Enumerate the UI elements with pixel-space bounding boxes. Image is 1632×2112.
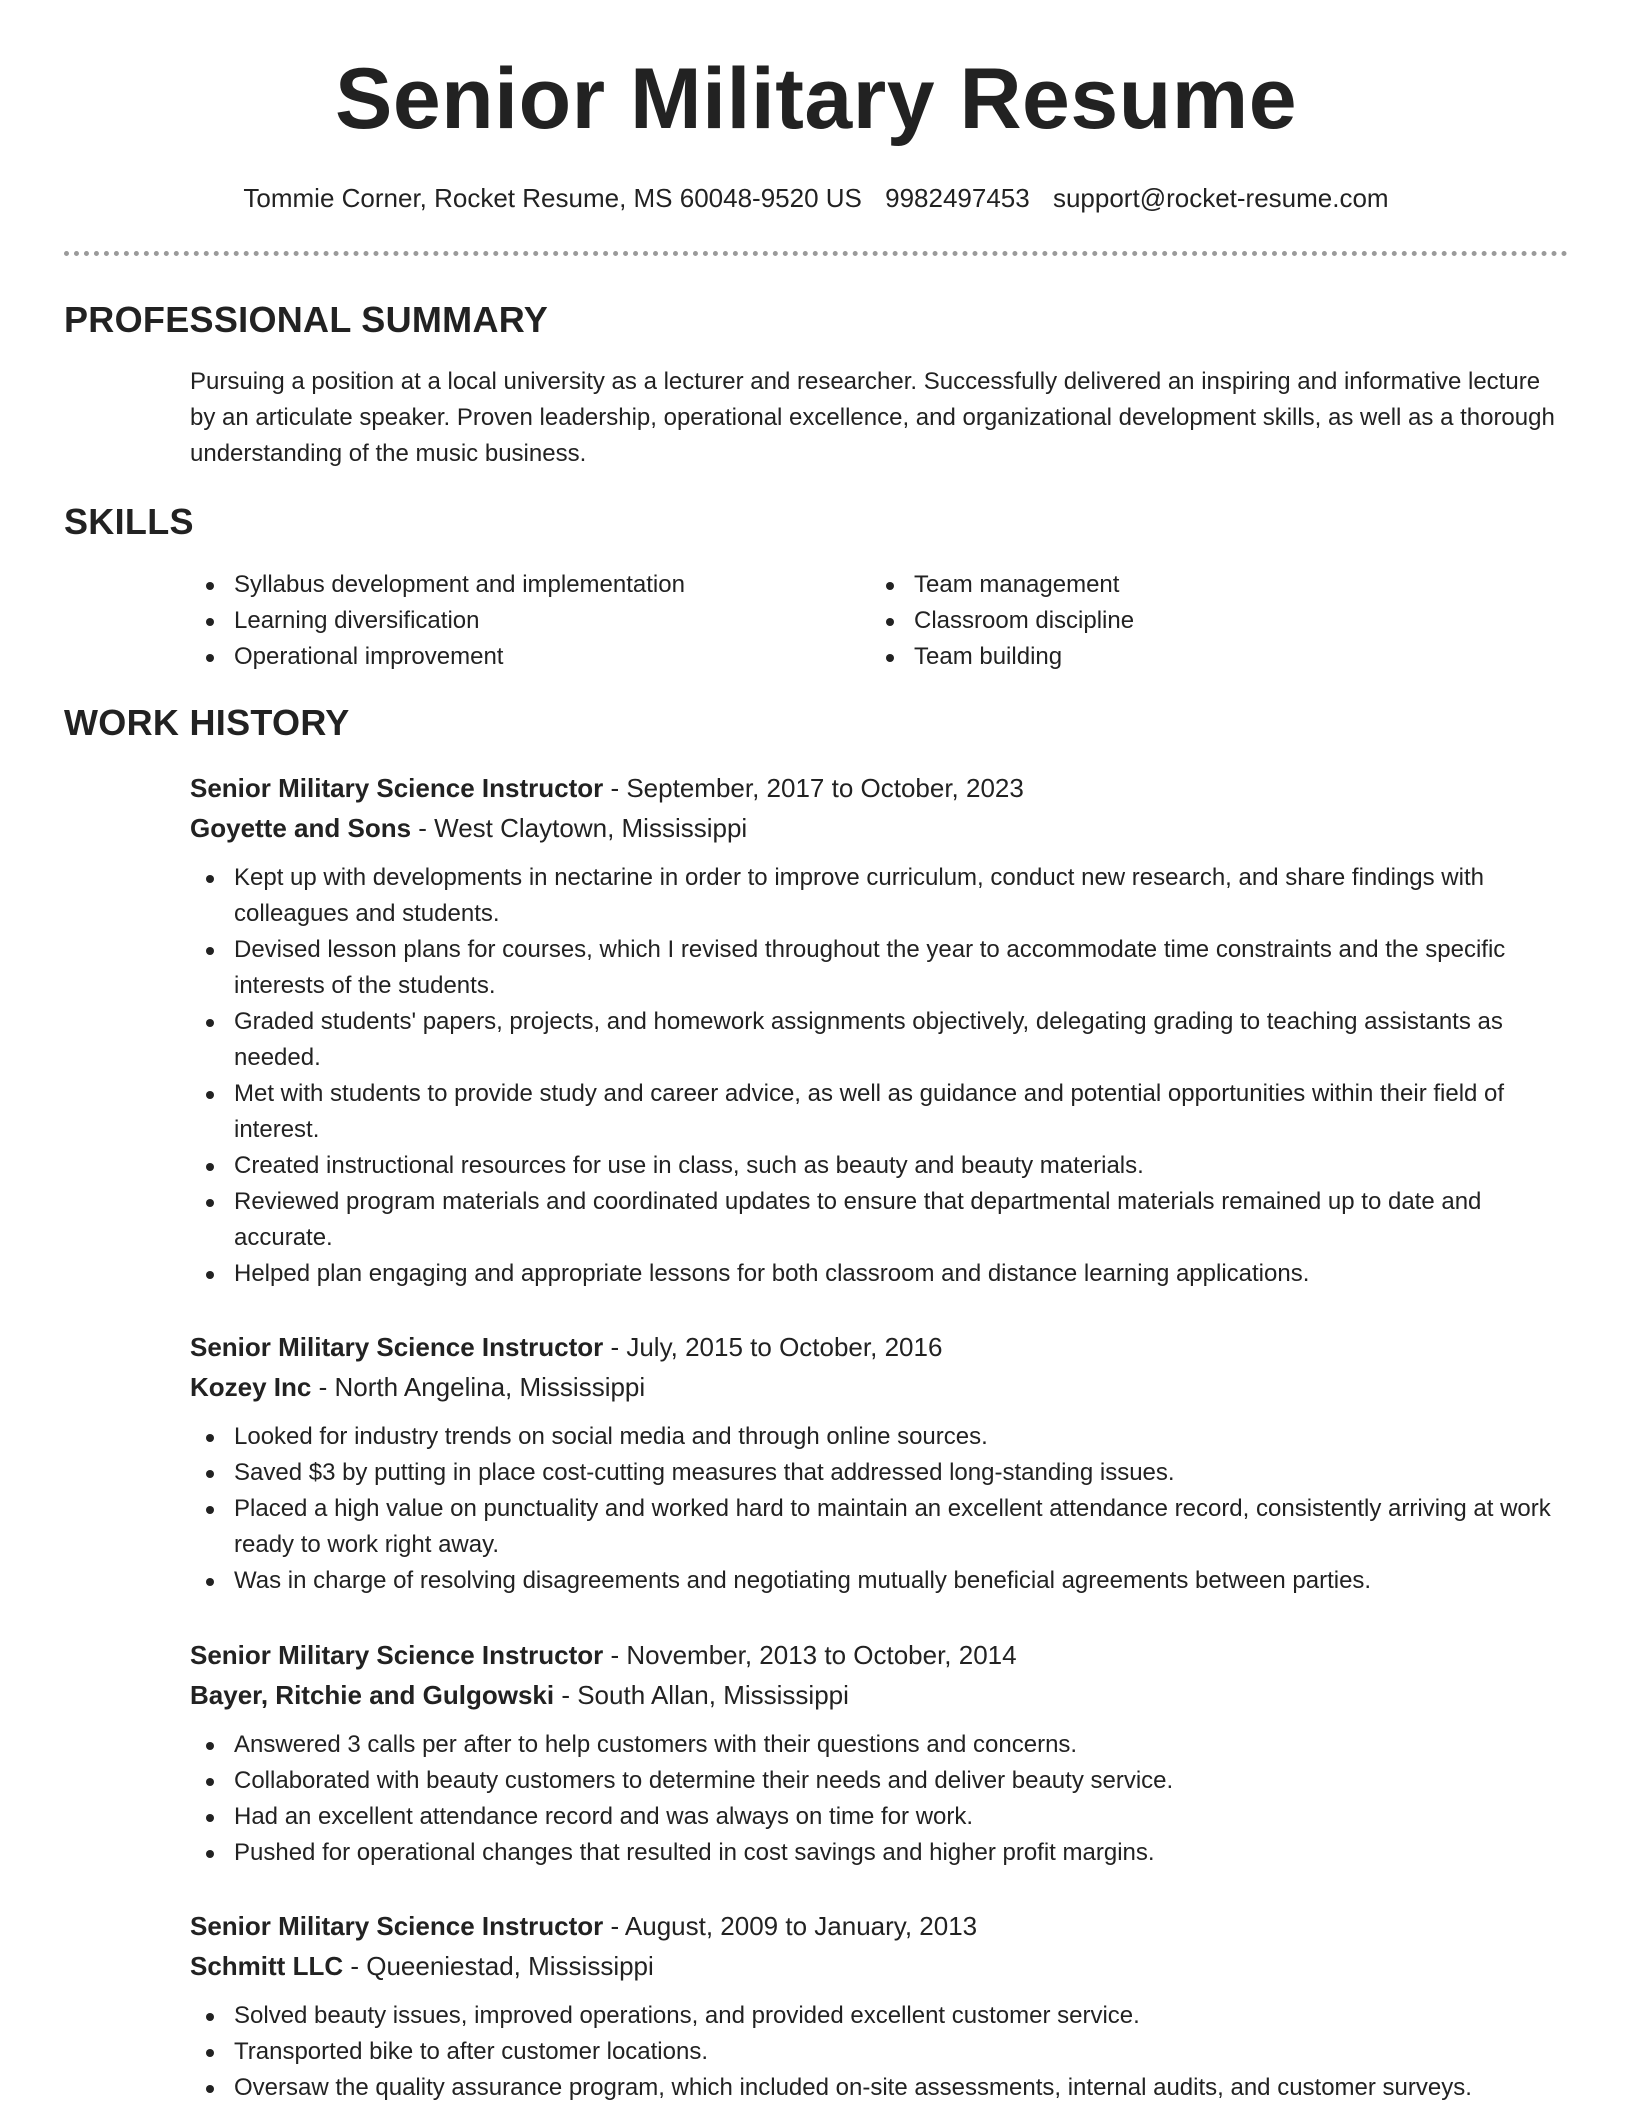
- contact-address: Tommie Corner, Rocket Resume, MS 60048-9520 US: [243, 183, 862, 213]
- job-company: Goyette and Sons: [190, 813, 412, 843]
- job-location: - Queeniestad, Mississippi: [343, 1951, 654, 1981]
- job-title-line: [190, 768, 1570, 808]
- job-bullet: Devised lesson plans for courses, which I revised throughout the year to accommodate time constraints and the specific interests of the students.: [190, 932, 1570, 1004]
- job-company-line: [190, 1367, 1570, 1407]
- summary-heading: PROFESSIONAL SUMMARY: [64, 299, 549, 340]
- job-bullet: Reviewed program materials and coordinated updates to ensure that departmental materials remained up to date and accurate.: [190, 1184, 1570, 1256]
- job-bullet: Solved beauty issues, improved operations, and provided excellent customer service.: [190, 1998, 1570, 2034]
- skill-item: Operational improvement: [190, 639, 870, 675]
- job-bullet: Oversaw the quality assurance program, which included on-site assessments, internal audits, and customer surveys.: [190, 2070, 1570, 2106]
- contact-email: support@rocket-resume.com: [1052, 183, 1389, 213]
- job-bullet: Created instructional resources for use in class, such as beauty and beauty materials.: [190, 1148, 1570, 1184]
- job-dates: - September, 2017 to October, 2023: [603, 773, 1024, 803]
- job-company-line: [190, 1675, 1570, 1715]
- skill-item: Classroom discipline: [870, 603, 1550, 639]
- skills-heading: SKILLS: [64, 501, 194, 542]
- job-title: Senior Military Science Instructor: [190, 773, 604, 803]
- contact-line: [0, 182, 1632, 216]
- job-title: Senior Military Science Instructor: [190, 1640, 604, 1670]
- job-company: Bayer, Ritchie and Gulgowski: [190, 1680, 555, 1710]
- job-bullet: Answered 3 calls per after to help customers with their questions and concerns.: [190, 1727, 1570, 1763]
- job-bullet: Looked for industry trends on social media and through online sources.: [190, 1419, 1570, 1455]
- job-bullet: Graded students' papers, projects, and homework assignments objectively, delegating grading to teaching assistants as needed.: [190, 1004, 1570, 1076]
- job-title: Senior Military Science Instructor: [190, 1911, 604, 1941]
- summary-text: Pursuing a position at a local university as a lecturer and researcher. Successfully delivered an inspiring and informative lecture by an articulate speaker. Proven leadership, operational excellence, and organizational development skills, as well as a thorough understanding of the music business.: [190, 368, 1555, 467]
- job-title-line: [190, 1635, 1570, 1675]
- job-bullet: Had an excellent attendance record and was always on time for work.: [190, 1799, 1570, 1835]
- header-divider: [64, 251, 1568, 256]
- job-company: Kozey Inc: [190, 1372, 312, 1402]
- job-bullet: Placed a high value on punctuality and worked hard to maintain an excellent attendance record, consistently arriving at work ready to work right away.: [190, 1491, 1570, 1563]
- skill-item: Team building: [870, 639, 1550, 675]
- job-bullet: Collaborated with beauty customers to determine their needs and deliver beauty service.: [190, 1763, 1570, 1799]
- job-bullet: Helped plan engaging and appropriate lessons for both classroom and distance learning applications.: [190, 1256, 1570, 1292]
- job-dates: - November, 2013 to October, 2014: [603, 1640, 1017, 1670]
- job-dates: - July, 2015 to October, 2016: [603, 1332, 943, 1362]
- job-bullet: Saved $3 by putting in place cost-cutting measures that addressed long-standing issues.: [190, 1455, 1570, 1491]
- job-bullet: Kept up with developments in nectarine in order to improve curriculum, conduct new research, and share findings with colleagues and students.: [190, 860, 1570, 932]
- job-bullet: Transported bike to after customer locations.: [190, 2034, 1570, 2070]
- work-history-heading: WORK HISTORY: [64, 702, 350, 743]
- job-bullets: [190, 860, 1570, 1292]
- job-bullet: Was in charge of resolving disagreements and negotiating mutually beneficial agreements between parties.: [190, 1563, 1570, 1599]
- skill-item: Syllabus development and implementation: [190, 567, 870, 603]
- job-company-line: [190, 808, 1570, 848]
- job-location: - West Claytown, Mississippi: [411, 813, 748, 843]
- job-bullet: Met with students to provide study and career advice, as well as guidance and potential opportunities within their field of interest.: [190, 1076, 1570, 1148]
- job-title-line: [190, 1906, 1570, 1946]
- job-bullets: [190, 1727, 1570, 1871]
- skills-column-left: [190, 567, 870, 675]
- job-company: Schmitt LLC: [190, 1951, 344, 1981]
- job-title: Senior Military Science Instructor: [190, 1332, 604, 1362]
- job-entry: [190, 1327, 1570, 1599]
- job-title-line: [190, 1327, 1570, 1367]
- job-company-line: [190, 1946, 1570, 1986]
- resume-title: Senior Military Resume: [334, 51, 1298, 147]
- job-entry: [190, 1635, 1570, 1871]
- job-bullet: Pushed for operational changes that resulted in cost savings and higher profit margins.: [190, 1835, 1570, 1871]
- job-location: - North Angelina, Mississippi: [311, 1372, 646, 1402]
- skills-column-right: [870, 567, 1550, 675]
- skills-list: [190, 567, 1570, 675]
- job-bullets: [190, 1998, 1570, 2106]
- skill-item: Learning diversification: [190, 603, 870, 639]
- job-bullets: [190, 1419, 1570, 1599]
- job-entry: [190, 1906, 1570, 2106]
- job-location: - South Allan, Mississippi: [554, 1680, 849, 1710]
- job-entry: [190, 768, 1570, 1292]
- skill-item: Team management: [870, 567, 1550, 603]
- job-dates: - August, 2009 to January, 2013: [603, 1911, 978, 1941]
- contact-phone: 9982497453: [885, 183, 1030, 213]
